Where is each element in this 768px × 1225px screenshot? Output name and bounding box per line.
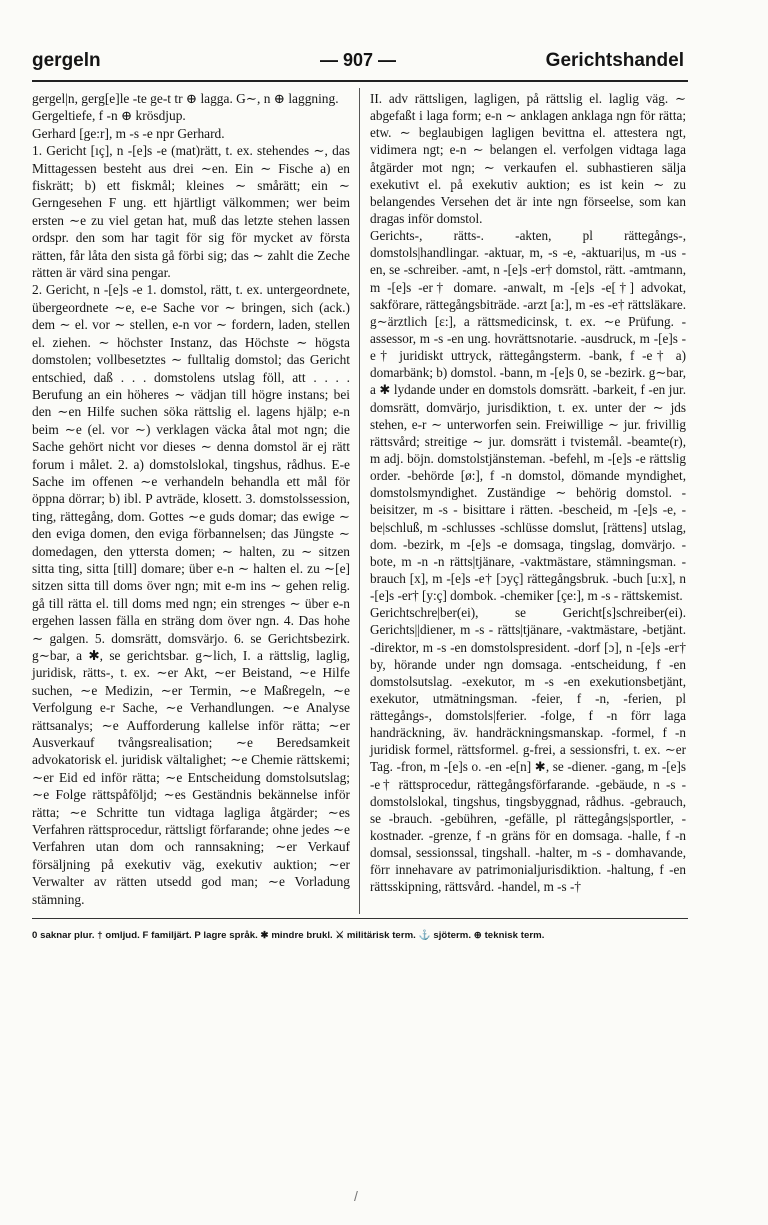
entry-gerichtsdiener-compounds: Gerichtschre|ber(ei), se Gericht[s]schreiber(ei). Gerichts||diener, m -s - rätts|tjänare, -vaktmästare, -betjänt. -direktor, m -s -en domstolspresident. -dorf [ɔ], n -[e]s -er† by, hörande under ngn domsaga. -entscheidung, f -en domstolsutslag. -exekutor, m -s -en exekutionsbetjänt, exekutor, utmätningsman. -feier, f -n, -ferien, pl rättegångs-, domstols|ferier. -folge, f -n förr laga handräckning, äv. handräckningsmanskap. -formel, f -n juridisk formel, rättsformel. g-frei, a sessionsfri, t. ex. ∼er Tag. -fron, m -[e]s o. -en -e[n] ✱, se -diener. -gang, m -[e]s -e† rättsprocedur, rättegångsförfarande. -gebäude, n -s - domstolslokal, tingshus, tingsbyggnad, rådhus. -gebrauch, se -brauch. -gebühren, -gefälle, pl rättegångs|sportler, -kostnader. -grenze, f -n gräns för en domsaga. -halle, f -n domsal, sessionssal, tingshall. -halter, m -s - domhavande, förr innehavare av patrimonialjurisdiktion. -haltung, f -en rättsskipning, rättsvård. -handel, m -s -†: [370, 605, 686, 895]
abbreviation-legend: 0 saknar plur. † omljud. F familjärt. P lagre språk. ✱ mindre brukl. ⚔ militärisk term. ⚓ sjöterm. ⊕ teknisk term.: [32, 930, 545, 941]
left-column: [32, 90, 350, 908]
page-number: — 907 —: [319, 50, 397, 70]
entry-gerhard: Gerhard [ge:r], m -s -e npr Gerhard.: [32, 125, 225, 141]
entry-gericht-1: 1. Gericht [ıç], n -[e]s -e (mat)rätt, t. ex. stehendes ∼, das Mittagessen besteht aus drei ∼en. Ein ∼ Fische a) en fiskrätt; b) ett fiskmål; kleines ∼ smårätt; ein ∼ Gerngesehen F ung. ett hjärtligt välkommen; wer beim ersten ∼e zu viel getan hat, muß das letzte stehen lassen ordspr. den som har tagit för sig för mycket av första rätten, får låta den sista gå förbi sig; das ∼ zahlt die Zeche rätten är värd sina pengar.: [32, 143, 350, 281]
column-divider: [359, 88, 360, 914]
header-rule: [32, 80, 688, 82]
entry-gerichts-compounds: Gerichts-, rätts-. -akten, pl rättegångs-, domstols|handlingar. -aktuar, m, -s -e, -aktuari|us, m -us -en, se -schreiber. -amt, n -[e]s -er† domstol, rätt. -amtmann, m -[e]s -er† domare. -anwalt, m -[e]s -e[†] advokat, sakförare, rättegångsbiträde. -arzt [a:], m -es -e† rättsläkare. g∼ärztlich [ɛ:], a rättsmedicinsk, t. ex. ∼e Prüfung. -assessor, m -s -en ung. hovrättsnotarie. -ausdruck, m -[e]s -e† juridiskt uttryck, rättegångsterm. -bank, f -e† a) domarbänk; b) domstol. -bann, m -[e]s 0, se -bezirk. g∼bar, a ✱ lydande under en domstols domsrätt. -barkeit, f -en jur. domsrätt, domvärjo, jurisdiktion, t. ex. unter der ∼ jds stehen, e-r ∼ unterworfen sein. Freiwillige ∼ jur. frivillig rättsvård; streitige ∼ jur. domsrätt i tvistemål. -beamte(r), m adj. böjn. domstolstjänsteman. -befehl, m -[e]s -e rättslig order. -behörde [ø:], f -n domstol, dömande myndighet, domstolsmyndighet. Zuständige ∼ behörig domstol. -beisitzer, m -s - bisittare i rätten. -bescheid, m -[e]s -e, -be|schluß, m -schlusses -schlüsse domslut, [rättens] utslag, dom. -bezirk, m -[e]s -e domsaga, tingslag, domvärjo. -bote, m -n -n rätts|tjänare, -vaktmästare, stämningsman. -brauch [x], m -[e]s -e† [ɔyç] rättegångsbruk. -buch [u:x], n -[e]s -er† [y:ç] dombok. -chemiker [çe:], m -s - rättskemist.: [370, 228, 686, 604]
running-header: [32, 46, 684, 72]
footer-rule: [32, 918, 688, 919]
right-column: [370, 90, 686, 896]
entry-gergeln: gergel|n, gerg[e]le -te ge-t tr ⊕ lagga. G∼, n ⊕ laggning.: [32, 91, 339, 106]
entry-gergeltiefe: Gergeltiefe, f -n ⊕ krösdjup.: [32, 108, 186, 124]
margin-mark: /: [354, 1188, 358, 1204]
entry-gerichtlich-adv: II. adv rättsligen, lagligen, på rättslig el. laglig väg. ∼ abgefaßt i laga form; e-n ∼ anklagen anklaga ngn för rätta; etw. ∼ beglaubigen lagligen bevittna el. attestera ngt, vidimera ngt; e-n ∼ belangen el. verfolgen vidtaga laga åtgärder mot ngn; ∼ verkaufen el. subhastieren sälja exekutivt el. på exekutiv auktion; es ist kein ∼ zu belangendes Versehen det är inte ngn förseelse, som kan dragas inför domstol.: [370, 91, 686, 226]
header-left-word: gergeln: [32, 50, 101, 71]
header-right-word: Gerichtshandel: [545, 50, 684, 71]
entry-gericht-2: 2. Gericht, n -[e]s -e 1. domstol, rätt, t. ex. untergeordnete, übergeordnete ∼e, e-e Sache vor ∼ bringen, sich (ack.) dem ∼ el. vor ∼ stellen, e-n vor ∼ fordern, laden, stellen el. ziehen. ∼ höchster Instanz, das Höchste ∼ högsta domstolen; vollbesetztes ∼ fulltalig domstol; das Gericht entschied, daß . . . domstolens utslag föll, att . . . . Berufung an ein höheres ∼ vädjan till högre instans; bei den ∼en Hilfe suchen söka rättslig el. lagens hjälp; e-n beim ∼e (el. vor ∼) verklagen väcka åtal mot ngn; die Sache gehört nicht vor dieses ∼ denna domstol är ej rätt forum i målet. 2. a) domstolslokal, tingshus, rådhus. E-e Sache im offenen ∼e verhandeln behandla ett mål för öppna dörrar; b) ibl. P avträde, klosett. 3. domstolssession, ting, rättegång, dom. Gottes ∼e guds domar; das ewige ∼ den eviga domen, den eviga förbannelsen; das Jüngste ∼ domedagen, den yttersta domen; ∼ halten, zu ∼ sitzen sitta ting, sitta [till] domare; über e-n ∼ halten el. zu ∼[e] sitzen sitta till doms över ngn; mit e-m ins ∼ gehen relig. gå till rätta el. till doms med ngn; ein strenges ∼ über e-n ergehen lassen fälla en sträng dom över ngn. 4. Das hohe ∼ galgen. 5. domsrätt, domsvärjo. 6. se Gerichtsbezirk. g∼bar, a ✱, se gerichtsbar. g∼lich, I. a rättslig, laglig, juridisk, rätts-, t. ex. ∼er Akt, ∼er Beistand, ∼e Hilfe suchen, ∼e Medizin, ∼er Termin, ∼e Maßregeln, ∼e Verfolgung e-r Sache, ∼e Verhandlungen. ∼e Analyse rättsanalys; ∼e Aufforderung kallelse inför rätta; ∼er Ausverkauf tvångsrealisation; ∼e Beredsamkeit advokatorisk el. juridisk vältalighet; ∼e Chemie rättskemi; ∼er Eid ed inför rätta; ∼e Entscheidung domstolsutslag; ∼e Folge rättspåföljd; ∼es Geständnis bekännelse inför rätta; ∼e Schritte tun vidtaga lagliga åtgärder; ∼es Verfahren rättsprocedur, rättsligt förfarande; ohne jedes ∼e Verfahren utan dom och rannsakning; ∼er Verkauf försäljning på exekutiv väg, exekutiv auktion; ∼er Verwalter av rätten utsedd god man; ∼e Vorladung stämning.: [32, 282, 350, 907]
